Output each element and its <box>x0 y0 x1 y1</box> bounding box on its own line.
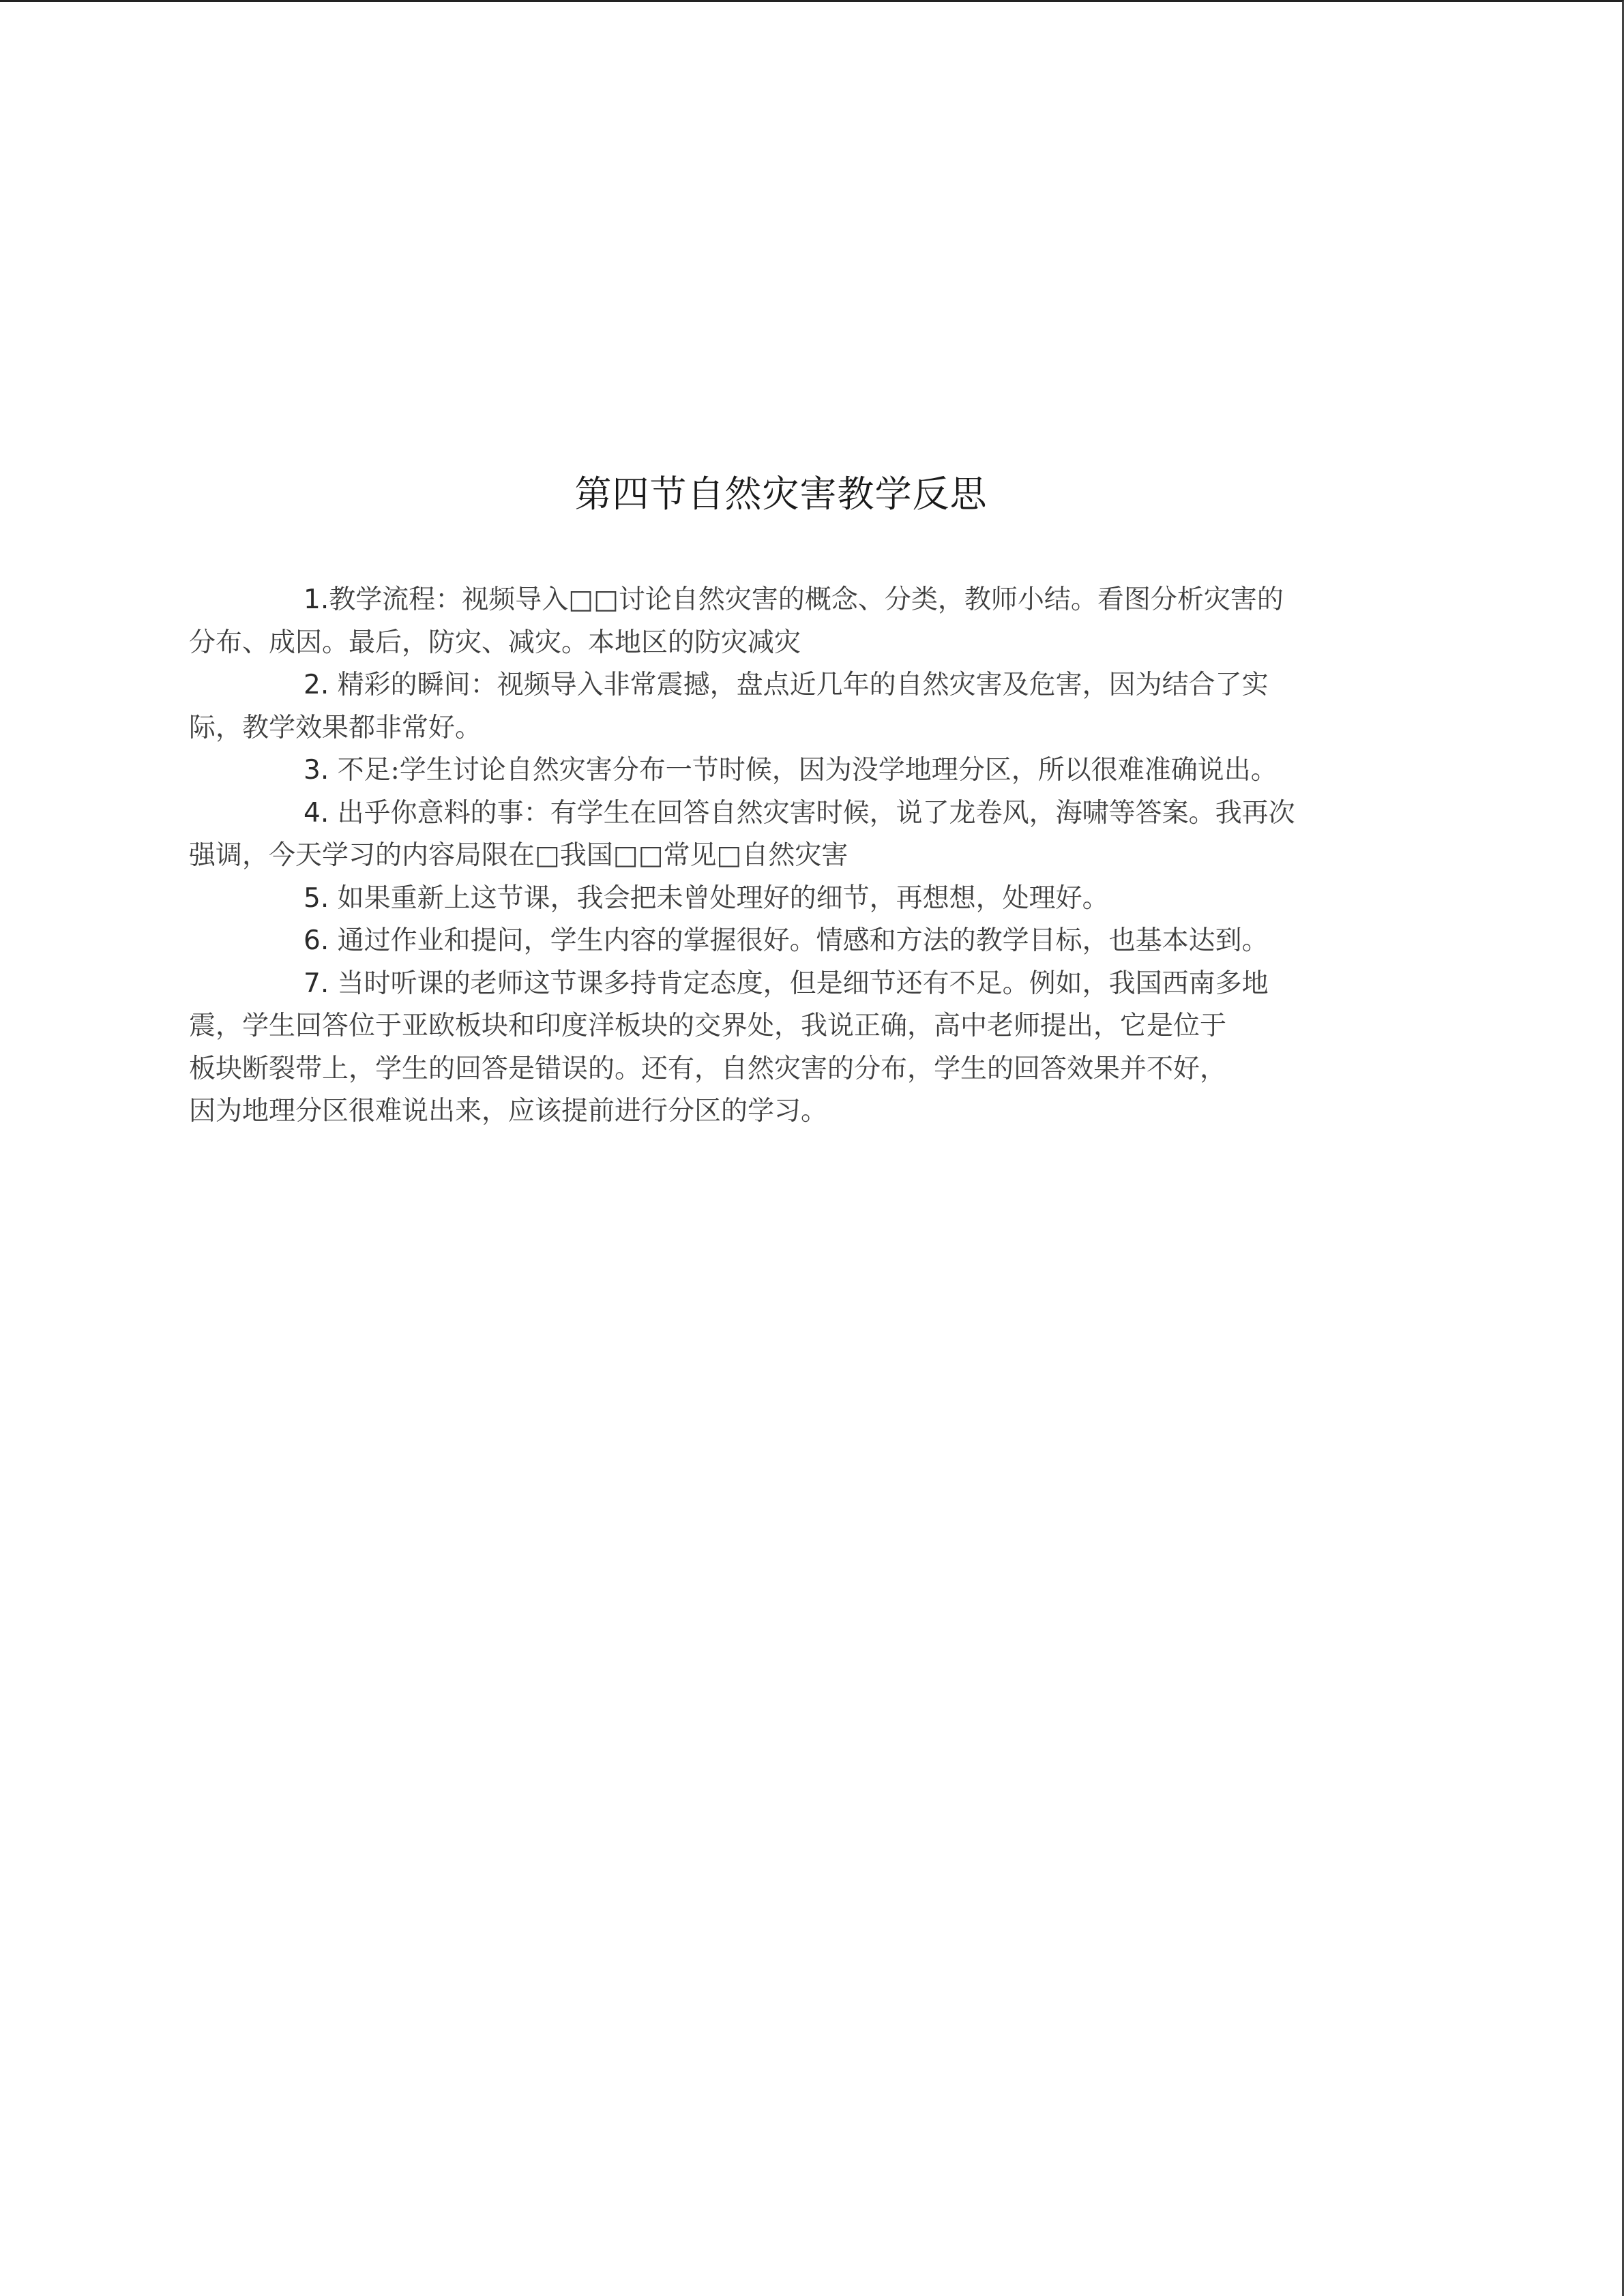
paragraph-text: 不足:学生讨论自然灾害分布一节时候，因为没学地理分区，所以很难准确说出。 <box>329 755 1278 786</box>
paragraph-number: 6. <box>304 925 329 956</box>
document-title: 第四节自然灾害教学反思 <box>574 473 988 516</box>
paragraph-text: 因为地理分区很难说出来，应该提前进行分区的学习。 <box>189 1096 828 1127</box>
paragraph-text: 通过作业和提问，学生内容的掌握很好。情感和方法的教学目标，也基本达到。 <box>329 925 1269 956</box>
paragraph-3 <box>246 749 1392 792</box>
paragraph-number: 5. <box>304 882 329 914</box>
paragraph-text: 教学流程：视频导入□□讨论自然灾害的概念、分类，教师小结。看图分析灾害的 <box>329 584 1284 615</box>
paragraph-number: 7. <box>304 968 329 999</box>
document-body <box>189 579 1392 1133</box>
paragraph-1 <box>189 579 1392 664</box>
paragraph-text: 震，学生回答位于亚欧板块和印度洋板块的交界处，我说正确，高中老师提出，它是位于 <box>189 1011 1227 1041</box>
paragraph-number: 2. <box>304 670 329 700</box>
paragraph-number: 1. <box>304 584 329 615</box>
paragraph-text: 际，教学效果都非常好。 <box>189 712 482 743</box>
paragraph-text: 板块断裂带上，学生的回答是错误的。还有，自然灾害的分布，学生的回答效果并不好， <box>189 1053 1227 1084</box>
paragraph-text: 出乎你意料的事：有学生在回答自然灾害时候，说了龙卷风，海啸等答案。我再次 <box>329 797 1295 829</box>
paragraph-7 <box>189 963 1392 1133</box>
paragraph-text: 当时听课的老师这节课多持肯定态度，但是细节还有不足。例如，我国西南多地 <box>329 968 1269 999</box>
paragraph-text: 分布、成因。最后，防灾、减灾。本地区的防灾减灾 <box>189 627 801 658</box>
paragraph-6 <box>246 920 1392 963</box>
paragraph-text: 如果重新上这节课，我会把未曾处理好的细节，再想想，处理好。 <box>329 882 1109 914</box>
paragraph-2 <box>189 664 1392 749</box>
paragraph-number: 3. <box>304 755 329 786</box>
paragraph-number: 4. <box>304 797 329 829</box>
paragraph-4 <box>189 792 1392 878</box>
paragraph-text: 强调，今天学习的内容局限在□我国□□常见□自然灾害 <box>189 840 848 871</box>
paragraph-text: 精彩的瞬间：视频导入非常震撼，盘点近几年的自然灾害及危害，因为结合了实 <box>329 670 1269 700</box>
paragraph-5 <box>246 878 1392 921</box>
